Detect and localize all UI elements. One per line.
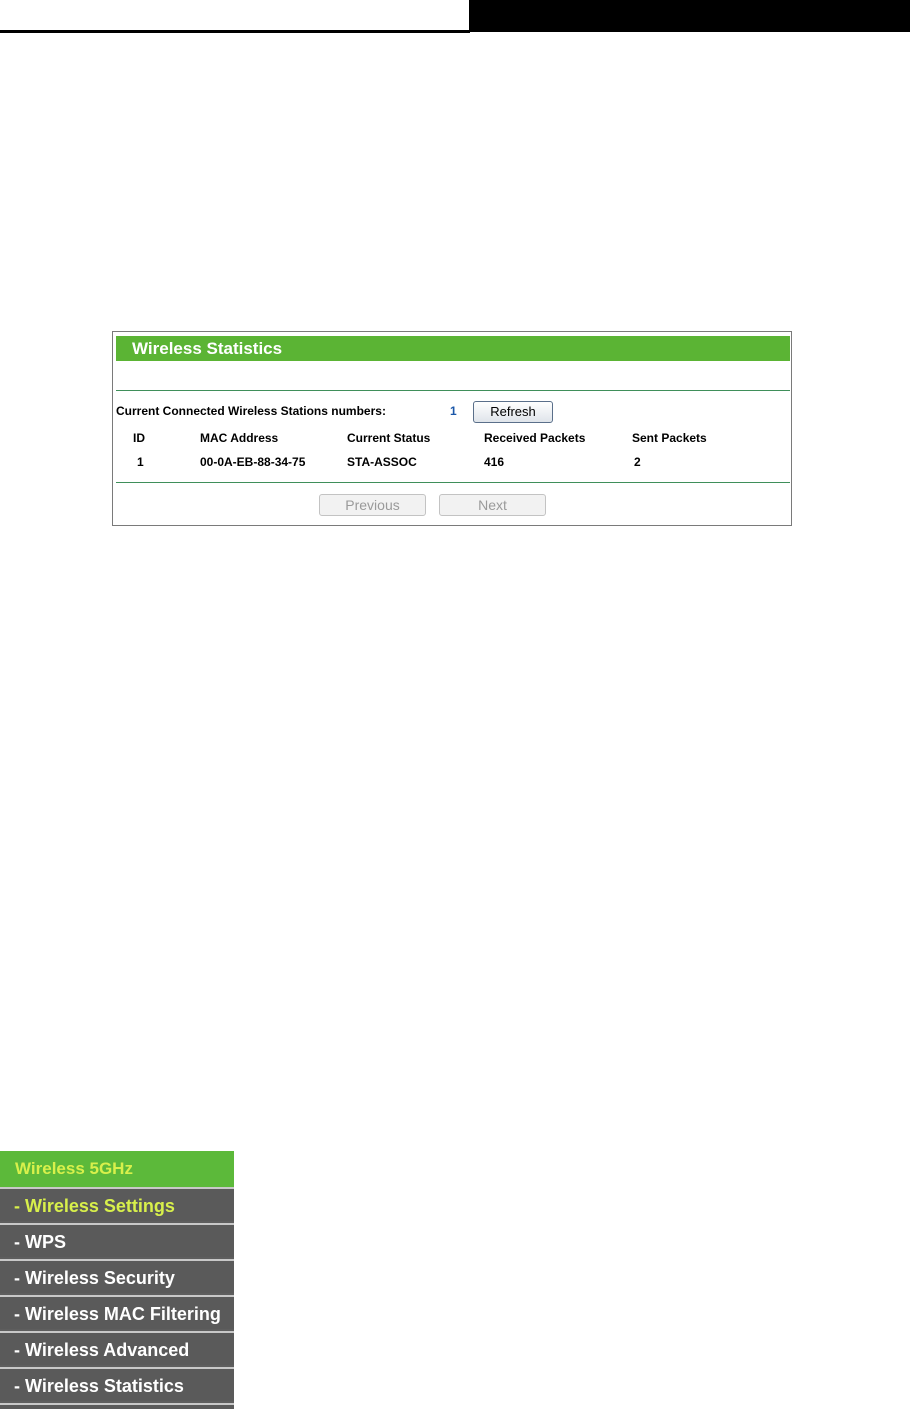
- menu-item-wireless-security[interactable]: - Wireless Security: [0, 1259, 234, 1293]
- menu-item-wireless-settings[interactable]: - Wireless Settings: [0, 1187, 234, 1221]
- row-mac-address: 00-0A-EB-88-34-75: [200, 455, 306, 469]
- column-header-mac-address: MAC Address: [200, 431, 279, 445]
- menu-section-wireless-5ghz[interactable]: Wireless 5GHz: [0, 1151, 234, 1187]
- row-id: 1: [137, 455, 144, 469]
- column-header-current-status: Current Status: [347, 431, 431, 445]
- row-current-status: STA-ASSOC: [347, 455, 417, 469]
- panel-title: Wireless Statistics: [116, 336, 790, 361]
- wireless-statistics-panel: [112, 331, 792, 526]
- refresh-button[interactable]: Refresh: [473, 401, 553, 423]
- column-header-id: ID: [133, 431, 145, 445]
- previous-button[interactable]: Previous: [319, 494, 426, 516]
- column-header-received-packets: Received Packets: [484, 431, 586, 445]
- menu-item-wireless-advanced[interactable]: - Wireless Advanced: [0, 1331, 234, 1365]
- row-sent-packets: 2: [634, 455, 641, 469]
- divider: [116, 390, 790, 391]
- row-received-packets: 416: [484, 455, 505, 469]
- menu-bottom-edge: [0, 1403, 234, 1409]
- stations-count-label: Current Connected Wireless Stations numbers:: [116, 404, 386, 418]
- column-header-sent-packets: Sent Packets: [632, 431, 707, 445]
- menu-item-wireless-mac-filtering[interactable]: - Wireless MAC Filtering: [0, 1295, 234, 1329]
- menu-item-wps[interactable]: - WPS: [0, 1223, 234, 1257]
- sidebar-menu: [0, 1151, 234, 1409]
- menu-item-wireless-statistics[interactable]: - Wireless Statistics: [0, 1367, 234, 1401]
- page-header-bar: [469, 0, 910, 32]
- page-header-rule: [0, 30, 470, 33]
- next-button[interactable]: Next: [439, 494, 546, 516]
- divider: [116, 482, 790, 483]
- stations-count-value: 1: [450, 404, 457, 418]
